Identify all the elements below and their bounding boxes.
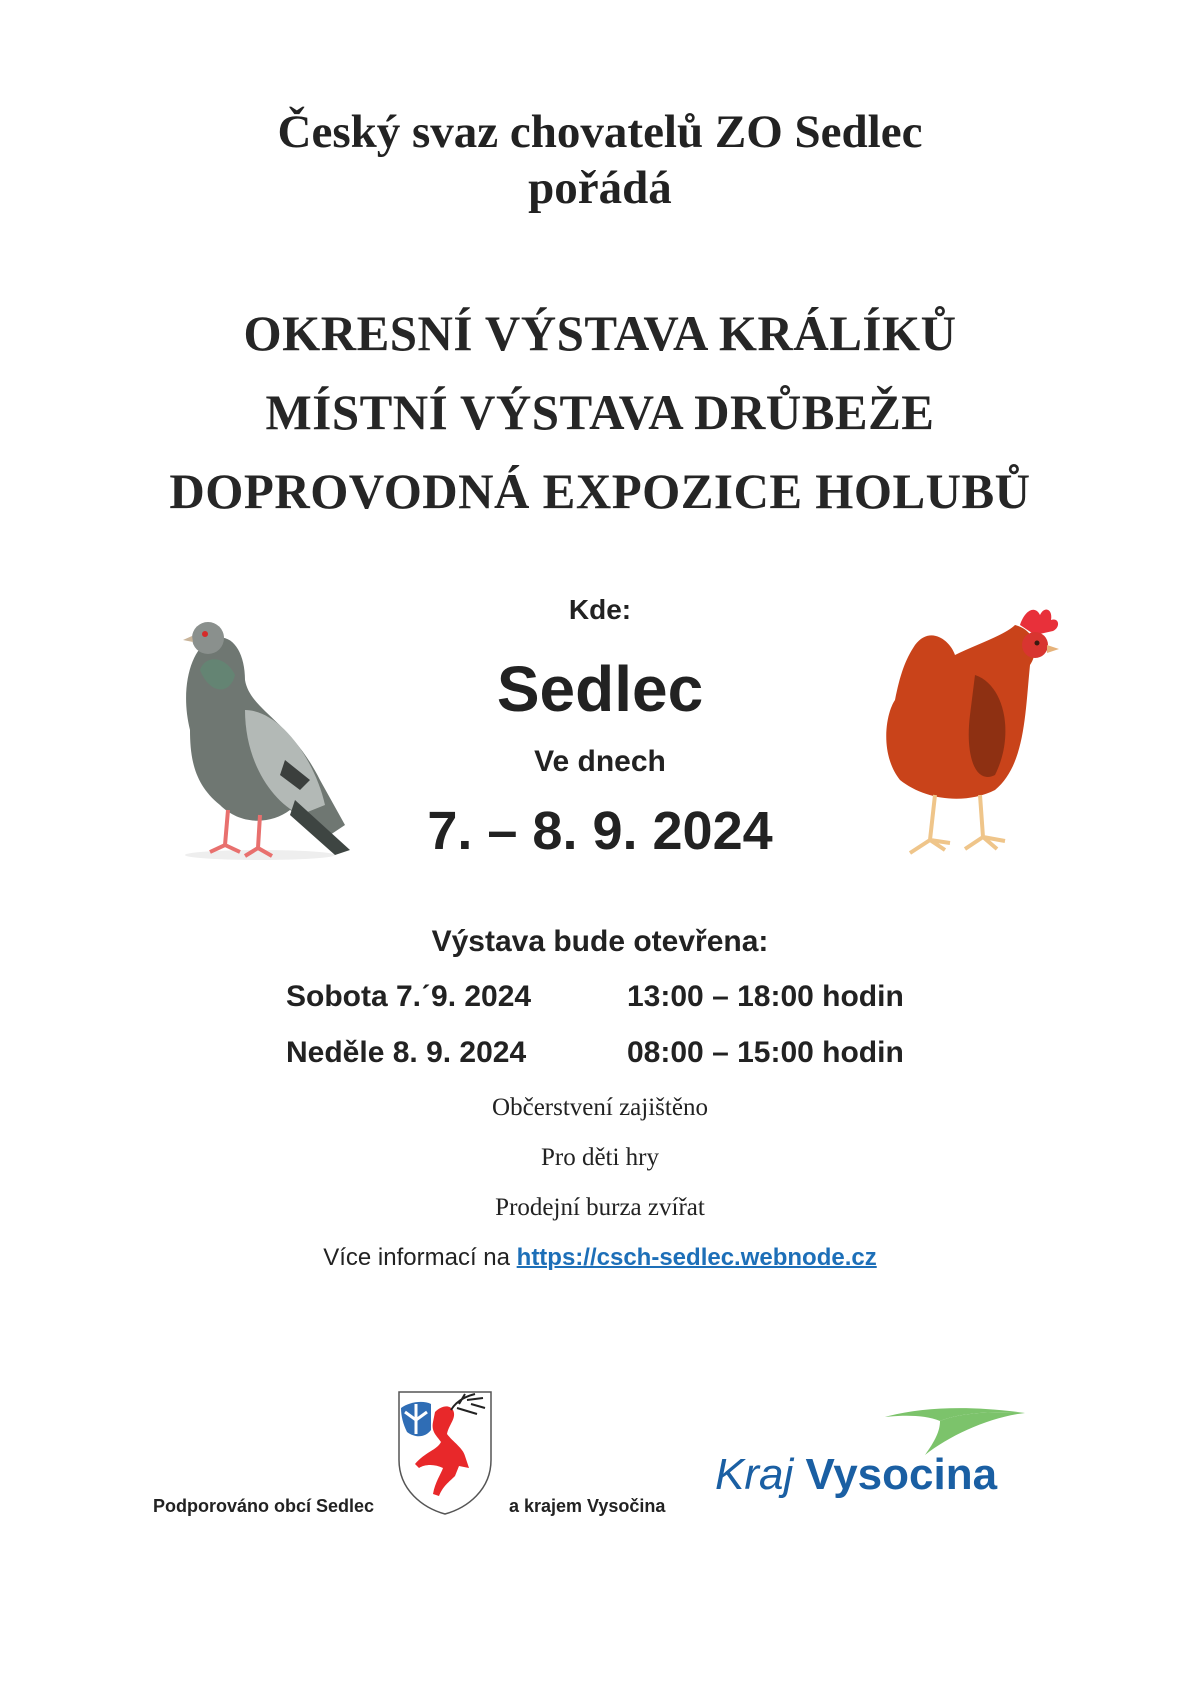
more-info-prefix: Více informací na: [323, 1244, 517, 1271]
feature-animal-market: Prodejní burza zvířat: [495, 1194, 705, 1221]
coat-of-arms-icon: [397, 1390, 493, 1516]
organizer-name: Český svaz chovatelů ZO Sedlec: [277, 106, 923, 158]
kraj-vysocina-logo: [715, 1450, 997, 1500]
more-info: [0, 1244, 1200, 1272]
support-municipality: Podporováno obcí Sedlec: [153, 1496, 375, 1516]
website-link[interactable]: https://csch-sedlec.webnode.cz: [516, 1244, 877, 1271]
schedule-hours-saturday: 13:00 – 18:00 hodin: [627, 980, 904, 1013]
title-poultry: MÍSTNÍ VÝSTAVA DRŮBEŽE: [265, 384, 935, 440]
schedule-day-saturday: Sobota 7.ˊ9. 2024: [286, 980, 532, 1013]
dates-label: Ve dnech: [534, 745, 666, 778]
title-rabbits: OKRESNÍ VÝSTAVA KRÁLÍKŮ: [243, 305, 957, 361]
support-region: a krajem Vysočina: [509, 1496, 666, 1516]
organizer-verb: pořádá: [528, 162, 672, 214]
event-dates: 7. – 8. 9. 2024: [427, 801, 773, 861]
schedule-heading: Výstava bude otevřena:: [431, 925, 769, 958]
location-place: Sedlec: [496, 653, 704, 725]
feature-refreshments: Občerstvení zajištěno: [492, 1094, 708, 1121]
logo-word-vysocina: Vysocina: [805, 1450, 998, 1499]
feature-kids-games: Pro děti hry: [540, 1144, 660, 1171]
schedule-day-sunday: Neděle 8. 9. 2024: [286, 1036, 527, 1069]
title-pigeons: DOPROVODNÁ EXPOZICE HOLUBŮ: [169, 463, 1031, 519]
schedule-hours-sunday: 08:00 – 15:00 hodin: [627, 1036, 904, 1069]
location-label: Kde:: [568, 594, 632, 625]
logo-word-kraj: Kraj: [715, 1450, 794, 1499]
